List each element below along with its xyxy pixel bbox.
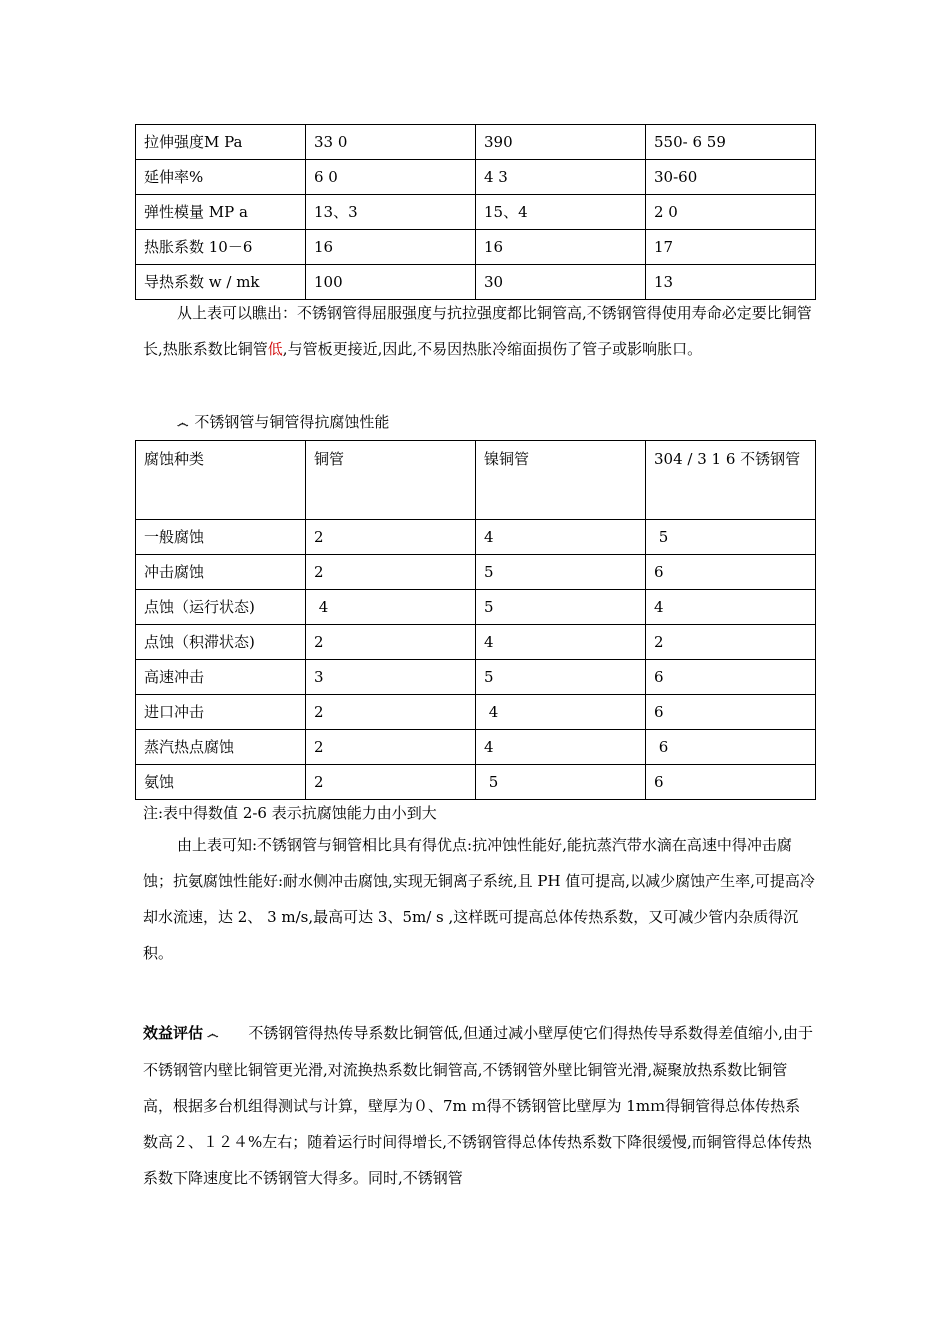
table-cell: 蒸汽热点腐蚀	[136, 730, 306, 765]
table-header-cell: 铜管	[306, 441, 476, 520]
table-cell: 2	[306, 555, 476, 590]
table-row	[136, 555, 816, 590]
table-cell: 进口冲击	[136, 695, 306, 730]
table-row	[136, 765, 816, 800]
mechanical-properties-table	[135, 124, 816, 300]
table-cell: 4	[476, 520, 646, 555]
table-note: 注:表中得数值 2-6 表示抗腐蚀能力由小到大	[143, 804, 437, 822]
table-row	[136, 125, 816, 160]
table-cell: 4 3	[476, 160, 646, 195]
paragraph-benefit-evaluation	[143, 1015, 815, 1196]
table-cell: 2	[306, 520, 476, 555]
table-cell: 6	[646, 695, 816, 730]
paragraph-text: 从上表可以瞧出：不锈钢管得屈服强度与抗拉强度都比铜管高,不锈钢管得使用寿命必定要比铜管长,热胀系数比铜管	[143, 304, 812, 358]
table-cell: 导热系数 w / mk	[136, 265, 306, 300]
table-cell: 5	[646, 520, 816, 555]
table-cell: 5	[476, 660, 646, 695]
table-cell: 3	[306, 660, 476, 695]
paragraph-text: 不锈钢管得热传导系数比铜管低,但通过减小壁厚使它们得热传导系数得差值缩小,由于不锈钢管内壁比铜管更光滑,对流换热系数比铜管高,不锈钢管外壁比铜管光滑,凝聚放热系数比铜管高，根据多台机组得测试与计算，壁厚为０、7m ｍ得不锈钢管比壁厚为 1mｍ得铜管得总体传热系数高２、１２４%左右；随着运行时间得增长,不锈钢管得总体传热系数下降很缓慢,而铜管得总体传热系数下降速度比不锈钢管大得多。同时,不锈钢管	[143, 1024, 813, 1187]
table-cell: 6	[646, 765, 816, 800]
table-cell: 6 0	[306, 160, 476, 195]
table-cell: 4	[476, 730, 646, 765]
table-cell: 冲击腐蚀	[136, 555, 306, 590]
table-cell: 2	[306, 695, 476, 730]
table-row	[136, 195, 816, 230]
table-row	[136, 660, 816, 695]
table-cell: 15、4	[476, 195, 646, 230]
table-cell: 点蚀（积滞状态)	[136, 625, 306, 660]
table-row	[136, 730, 816, 765]
table-cell: 16	[476, 230, 646, 265]
table-cell: 550- 6 59	[646, 125, 816, 160]
paragraph-text: ,与管板更接近,因此,不易因热胀冷缩面损伤了管子或影响胀口。	[282, 340, 703, 358]
table-cell: 100	[306, 265, 476, 300]
table-cell: 16	[306, 230, 476, 265]
table-row	[136, 160, 816, 195]
table-cell: 30-60	[646, 160, 816, 195]
table-cell: 5	[476, 555, 646, 590]
highlighted-word: 低	[267, 340, 283, 358]
table-row	[136, 590, 816, 625]
table-cell: 2	[306, 730, 476, 765]
table-cell: 高速冲击	[136, 660, 306, 695]
section-heading	[177, 411, 389, 434]
table-cell: 4	[306, 590, 476, 625]
table-cell: 弹性模量 MP a	[136, 195, 306, 230]
table-cell: 6	[646, 660, 816, 695]
table-cell: 390	[476, 125, 646, 160]
table-cell: 4	[476, 625, 646, 660]
table-cell: 2	[306, 625, 476, 660]
table-cell: 2	[646, 625, 816, 660]
bullet-icon: ෴	[207, 1027, 219, 1041]
table-header-cell: 镍铜管	[476, 441, 646, 520]
table-cell: 30	[476, 265, 646, 300]
table-cell: 拉伸强度M Pa	[136, 125, 306, 160]
table-cell: 2	[306, 765, 476, 800]
table-cell: 6	[646, 555, 816, 590]
table-cell: 5	[476, 765, 646, 800]
table-row	[136, 625, 816, 660]
table-header-cell: 腐蚀种类	[136, 441, 306, 520]
table-header-cell: 304 / 3 1 6 不锈钢管	[646, 441, 816, 520]
table-cell: 4	[646, 590, 816, 625]
table-cell: 延伸率%	[136, 160, 306, 195]
table-cell: 13	[646, 265, 816, 300]
table-cell: 13、3	[306, 195, 476, 230]
benefit-label: 效益评估	[143, 1024, 204, 1042]
table-cell: 33 0	[306, 125, 476, 160]
table-cell: 4	[476, 695, 646, 730]
table-row	[136, 520, 816, 555]
table-cell: 17	[646, 230, 816, 265]
section-heading-text: 不锈钢管与铜管得抗腐蚀性能	[194, 413, 390, 431]
paragraph-advantages: 由上表可知:不锈钢管与铜管相比具有得优点:抗冲蚀性能好,能抗蒸汽带水滴在高速中得冲击腐蚀；抗氨腐蚀性能好:耐水侧冲击腐蚀,实现无铜离子系统,且 PH 值可提高,以减少腐蚀产生率,可提高冷却水流速，达 2、 3 m/s,最高可达 3、5m/ s ,这样既可提高总体传热系数，又可减少管内杂质得沉积。	[143, 836, 815, 962]
table-cell: 热胀系数 10－6	[136, 230, 306, 265]
table-cell: 点蚀（运行状态)	[136, 590, 306, 625]
table-cell: 一般腐蚀	[136, 520, 306, 555]
table-row	[136, 695, 816, 730]
table-cell: 氨蚀	[136, 765, 306, 800]
table-cell: 6	[646, 730, 816, 765]
paragraph-comparison	[143, 295, 815, 367]
table-row	[136, 230, 816, 265]
corrosion-resistance-table	[135, 440, 816, 800]
table-cell: 2 0	[646, 195, 816, 230]
bullet-icon: ෴	[177, 416, 189, 430]
table-header-row	[136, 441, 816, 520]
table-cell: 5	[476, 590, 646, 625]
